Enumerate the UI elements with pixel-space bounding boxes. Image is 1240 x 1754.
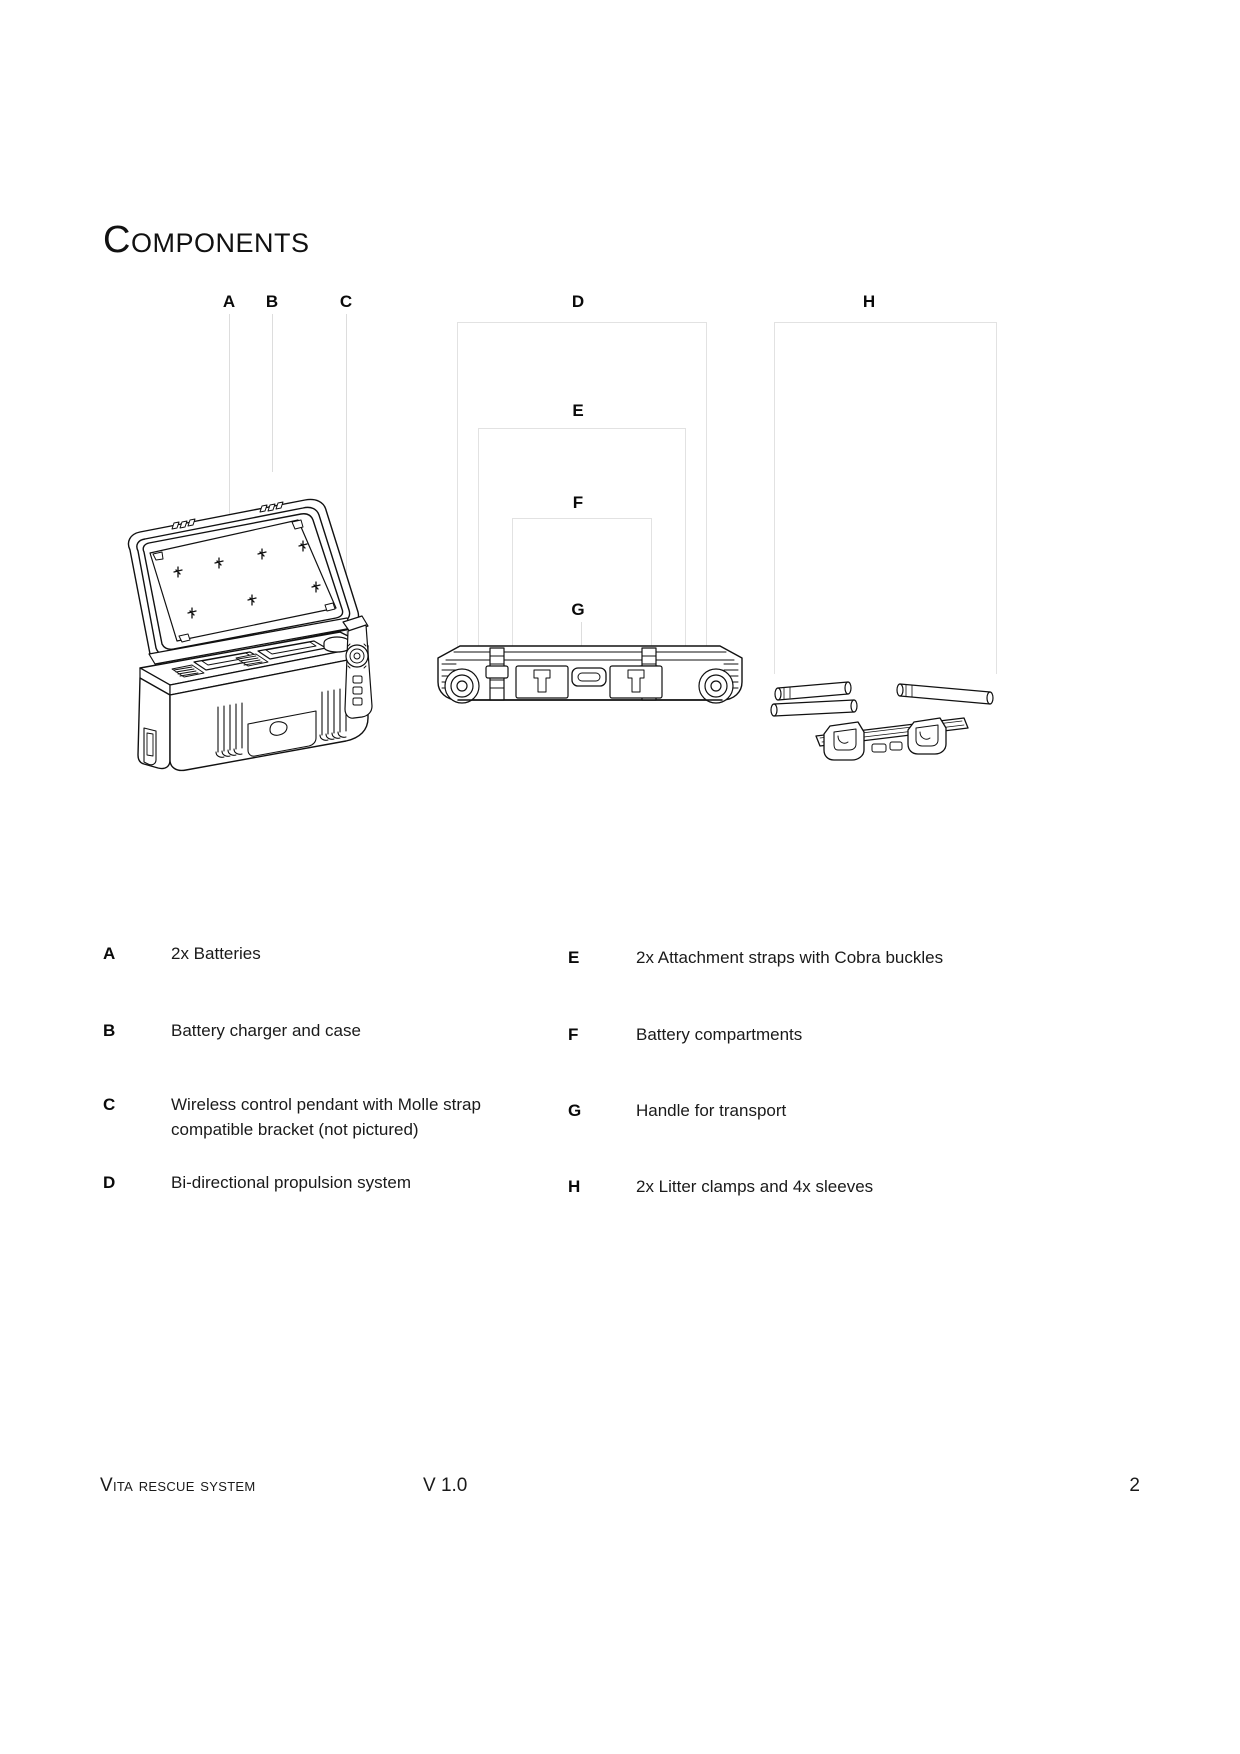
legend-item-h [568, 1175, 873, 1200]
components-figure [0, 270, 1240, 830]
legend-item-e [568, 946, 1008, 971]
legend-key-g: G [568, 1101, 582, 1120]
callout-label-c: C [339, 292, 353, 311]
callout-label-d: D [571, 292, 585, 311]
legend-key-h: H [568, 1177, 581, 1196]
legend-item-g [568, 1099, 786, 1124]
legend-text-f: Battery compartments [636, 1025, 803, 1044]
bracket-h [774, 322, 997, 674]
illustration-open-hard-case [100, 450, 400, 780]
legend-item-c [103, 1093, 543, 1142]
page-footer [0, 1475, 1240, 1505]
callout-label-e: E [572, 401, 584, 420]
footer-product-name: Vita rescue system [100, 1475, 256, 1496]
callout-label-a: A [222, 292, 236, 311]
illustration-litter-clamps-and-sleeves [768, 670, 1008, 770]
legend-key-a: A [103, 944, 116, 963]
callout-label-g: G [571, 600, 585, 619]
legend-key-d: D [103, 1173, 116, 1192]
page-title: Components [103, 219, 310, 262]
legend-item-f [568, 1023, 802, 1048]
legend-item-b [103, 1019, 361, 1044]
legend-item-d [103, 1171, 411, 1196]
legend-key-f: F [568, 1025, 579, 1044]
legend-text-a: 2x Batteries [171, 944, 261, 963]
legend-text-e: 2x Attachment straps with Cobra buckles [636, 948, 944, 967]
leader-line-b [272, 314, 273, 472]
callout-label-b: B [265, 292, 279, 311]
legend-item-a [103, 942, 261, 967]
legend-text-h: 2x Litter clamps and 4x sleeves [636, 1177, 874, 1196]
illustration-propulsion-system [420, 610, 760, 740]
callout-label-f: F [572, 493, 584, 512]
legend-key-b: B [103, 1021, 116, 1040]
callout-label-h: H [862, 292, 876, 311]
footer-version: V 1.0 [423, 1475, 468, 1496]
legend-text-g: Handle for transport [636, 1101, 787, 1120]
legend-key-e: E [568, 948, 580, 967]
legend-key-c: C [103, 1095, 116, 1114]
footer-page-number: 2 [1129, 1475, 1140, 1496]
legend-text-b: Battery charger and case [171, 1021, 361, 1040]
legend-text-c: Wireless control pendant with Molle strap compatible bracket (not pictured) [171, 1095, 481, 1139]
legend-text-d: Bi-directional propulsion system [171, 1173, 411, 1192]
